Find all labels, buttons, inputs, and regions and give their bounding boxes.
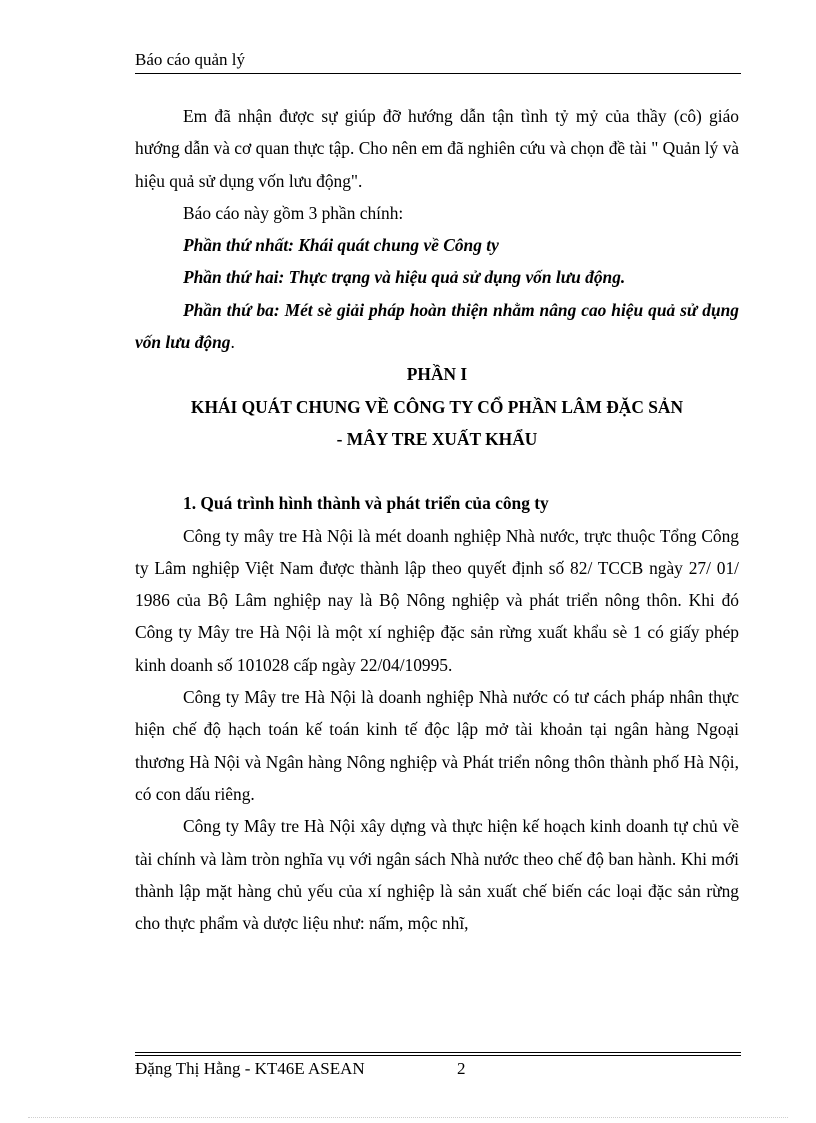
page-number: 2 [457,1059,466,1078]
intro-paragraph: Em đã nhận được sự giúp đỡ hướng dẫn tận tình tỷ mỷ của thầy (cô) giáo hướng dẫn và cơ quan thực tập. Cho nên em đã nghiên cứu và chọn đề tài " Quản lý và hiệu quả sử dụng vốn lưu động". [135,106,739,191]
page-header [135,49,741,74]
section-paragraph-2: Công ty Mây tre Hà Nội là doanh nghiệp Nhà nước có tư cách pháp nhân thực hiện chế độ hạch toán kế toán kinh tế độc lập mở tài khoản tại ngân hàng Ngoại thương Hà Nội và Ngân hàng Nông nghiệp và Phát triển nông thôn thành phố Hà Nội, có con dấu riêng. [135,687,739,804]
footer-rule [135,1052,741,1053]
part-three-item [135,294,739,359]
spacer [135,455,739,487]
page-edge-divider [28,1117,788,1118]
header-title: Báo cáo quản lý [135,50,245,69]
chapter-title-line-1: KHÁI QUÁT CHUNG VỀ CÔNG TY CỔ PHẦN LÂM ĐẶC SẢN [190,396,684,417]
part-three-text: Phần thứ ba: Mét sè giải pháp hoàn thiện nhằm nâng cao hiệu quả sử dụng vốn lưu động [135,299,739,353]
section-heading: 1. Quá trình hình thành và phát triển của công ty [183,493,549,514]
chapter-title-line-2: - MÂY TRE XUẤT KHẨU [336,428,538,449]
part-one-item: Phần thứ nhất: Khái quát chung về Công ty [183,235,499,256]
section-paragraph-3: Công ty Mây tre Hà Nội xây dựng và thực hiện kế hoạch kinh doanh tự chủ về tài chính và làm tròn nghĩa vụ với ngân sách Nhà nước theo chế độ ban hành. Khi mới thành lập mặt hàng chủ yếu của xí nghiệp là sản xuất chế biến các loại đặc sản rừng cho thực phẩm và dược liệu như: nấm, mộc nhĩ, [135,816,739,934]
part-three-period: . [230,332,235,353]
page-footer [135,1052,741,1082]
document-body [135,100,739,939]
part-two-item: Phần thứ hai: Thực trạng và hiệu quả sử dụng vốn lưu động. [183,267,626,288]
chapter-label: PHẦN I [406,364,468,385]
section-paragraph-1: Công ty mây tre Hà Nội là mét doanh nghiệp Nhà nước, trực thuộc Tổng Công ty Lâm nghiệp Việt Nam được thành lập theo quyết định số 82/ TCCB ngày 27/ 01/ 1986 của Bộ Lâm nghiệp nay là Bộ Nông nghiệp và phát triển nông thôn. Khi đó Công ty Mây tre Hà Nội là một xí nghiệp đặc sản rừng xuất khẩu sè 1 có giấy phép kinh doanh số 101028 cấp ngày 22/04/10995. [135,525,739,675]
intro-parts-lead: Báo cáo này gồm 3 phần chính: [183,202,404,223]
footer-author: Đặng Thị Hằng - KT46E ASEAN [135,1059,365,1078]
